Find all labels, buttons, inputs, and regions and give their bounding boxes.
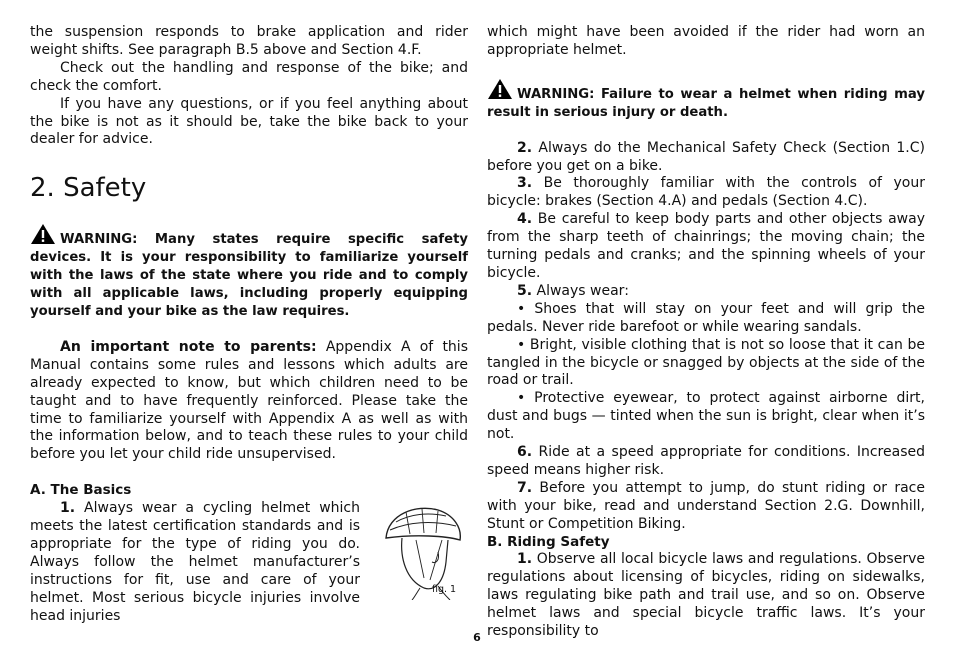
item-text: Be thoroughly familiar with the controls of your bicycle: brakes (Section 4.A) and pedals (Section 4.C). (487, 175, 925, 210)
riding-safety-heading: B. Riding Safety (487, 533, 610, 550)
warning-icon (30, 223, 56, 245)
item-number: 1. (60, 500, 76, 517)
paragraph: Check out the handling and response of the bike; and check the comfort. (30, 59, 468, 94)
bullet-item: • Protective eyewear, to protect against airborne dirt, dust and bugs — tinted when the sun is bright, clear when it’s not. (487, 390, 925, 443)
basics-section (30, 500, 468, 625)
basics-heading: A. The Basics (30, 482, 132, 499)
left-column (30, 24, 468, 625)
item-text: Ride at a speed appropriate for conditions. Increased speed means higher risk. (487, 444, 925, 478)
list-item (487, 283, 925, 301)
item-number: 5. (517, 282, 533, 299)
page-number: 6 (473, 631, 481, 644)
list-item (487, 211, 925, 283)
list-item (487, 140, 925, 176)
item-number: 2. (517, 139, 533, 156)
paragraph: which might have been avoided if the rider had worn an appropriate helmet. (487, 24, 925, 58)
item-number: 4. (517, 211, 533, 228)
warning-text: WARNING: Failure to wear a helmet when riding may result in serious injury or death. (487, 86, 925, 120)
paragraph: the suspension responds to brake application and rider weight shifts. See paragraph B.5 above and Section 4.F. (30, 24, 468, 58)
parent-note (30, 339, 468, 464)
item-number: 7. (517, 479, 533, 496)
figure-caption: fig. 1 (432, 584, 457, 596)
paragraph: If you have any questions, or if you feel anything about the bike is not as it should be, take the bike back to your dealer for advice. (30, 95, 468, 148)
warning-block (30, 223, 468, 321)
list-item (487, 480, 925, 534)
list-item (487, 551, 925, 641)
bullet-item: • Bright, visible clothing that is not so loose that it can be tangled in the bicycle or snagged by objects at the side of the road or trail. (487, 336, 925, 389)
item-text: Before you attempt to jump, do stunt riding or race with your bike, read and understand Section 2.G. Downhill, Stunt or Competition Biking. (487, 479, 925, 532)
list-item (487, 444, 925, 480)
list-item (487, 175, 925, 211)
basics-item-1 (30, 500, 360, 625)
parent-note-text: Appendix A of this Manual contains some rules and lessons which adults are already expected to know, but which children need to be taught and to have frequently reinforced. Please take the time to familiarize yourself with Appendix A as well as with the information below, and to teach these rules to your child before you let your child ride unsupervised. (30, 338, 468, 463)
warning-text: WARNING: Many states require specific safety devices. It is your responsibility to familiarize yourself with the laws of the state where you ride and to comply with all applicable laws, including properly equipping yourself and your bike as the law requires. (30, 232, 468, 319)
item-text: Always wear a cycling helmet which meets the latest certification standards and is appropriate for the type of riding you do. Always follow the helmet manufacturer’s instructions for fit, use and care of your helmet. Most serious bicycle injuries involve head injuries (30, 500, 360, 624)
warning-block (487, 78, 925, 122)
item-number: 6. (517, 444, 533, 461)
item-text: Be careful to keep body parts and other objects away from the sharp teeth of chainrings; the moving chain; the turning pedals and cranks; and the spinning wheels of your bicycle. (487, 211, 925, 281)
right-column (487, 24, 925, 641)
section-title: 2. Safety (30, 173, 147, 204)
bullet-item: • Shoes that will stay on your feet and will grip the pedals. Never ride barefoot or while wearing sandals. (487, 300, 925, 335)
item-text: Always do the Mechanical Safety Check (Section 1.C) before you get on a bike. (487, 139, 925, 174)
item-number: 1. (517, 551, 533, 568)
warning-icon (487, 78, 513, 100)
item-number: 3. (517, 175, 533, 192)
parent-note-label: An important note to parents: (60, 338, 317, 355)
item-text: Observe all local bicycle laws and regulations. Observe regulations about licensing of bicycles, riding on sidewalks, laws regulating bike path and trail use, and so on. Observe helmet laws and special bicycle traffic laws. It’s your responsibility to (487, 551, 925, 640)
item-text: Always wear: (532, 282, 629, 299)
